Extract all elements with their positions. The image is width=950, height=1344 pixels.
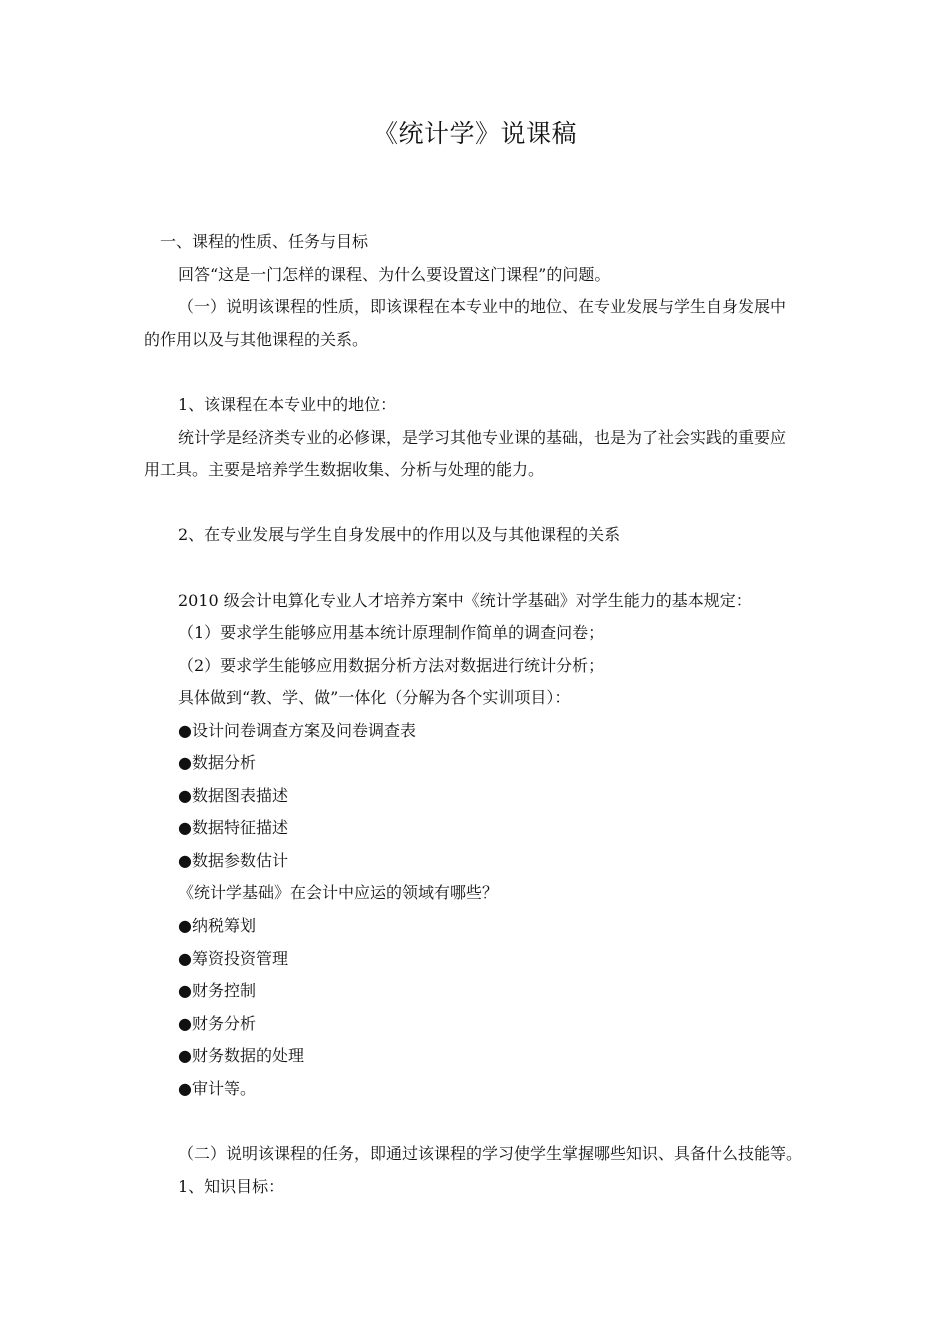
part2-paragraph: （二）说明该课程的任务，即通过该课程的学习使学生掌握哪些知识、具备什么技能等。 [178,1144,803,1163]
part1-paragraph-line1: （一）说明该课程的性质，即该课程在本专业中的地位、在专业发展与学生自身发展中 [178,297,787,316]
item2-heading: 2、在专业发展与学生自身发展中的作用以及与其他课程的关系 [178,525,621,544]
requirement-1: （1）要求学生能够应用基本统计原理制作简单的调查问卷； [178,623,605,642]
project-list-item: ●设计问卷调查方案及问卷调查表 [178,721,416,740]
project-list-item: ●数据分析 [178,753,256,772]
field-list-item: ●财务分析 [178,1014,256,1033]
field-list-item: ●财务数据的处理 [178,1046,304,1065]
document-title: 《统计学》说课稿 [372,119,577,148]
item1-paragraph-line2: 用工具。主要是培养学生数据收集、分析与处理的能力。 [144,460,545,479]
project-list-item: ●数据参数估计 [178,851,288,870]
requirement-2: （2）要求学生能够应用数据分析方法对数据进行统计分析； [178,656,605,675]
field-list-item: ●财务控制 [178,981,256,1000]
plan-intro: 2010 级会计电算化专业人才培养方案中《统计学基础》对学生能力的基本规定： [178,591,752,610]
field-list-item: ●纳税筹划 [178,916,256,935]
part1-paragraph-line2: 的作用以及与其他课程的关系。 [144,330,369,349]
project-list-item: ●数据图表描述 [178,786,288,805]
field-list-item: ●审计等。 [178,1079,256,1098]
item1-paragraph-line1: 统计学是经济类专业的必修课，是学习其他专业课的基础，也是为了社会实践的重要应 [178,428,787,447]
field-list-item: ●筹资投资管理 [178,949,288,968]
fields-question: 《统计学基础》在会计中应运的领域有哪些？ [178,883,499,902]
section-heading: 一、课程的性质、任务与目标 [160,232,369,251]
intro-paragraph: 回答“这是一门怎样的课程、为什么要设置这门课程”的问题。 [178,265,611,284]
knowledge-goal-heading: 1、知识目标： [178,1177,285,1196]
integration-note: 具体做到“教、学、做”一体化（分解为各个实训项目）： [178,688,571,707]
item1-heading: 1、该课程在本专业中的地位： [178,395,397,414]
project-list-item: ●数据特征描述 [178,818,288,837]
